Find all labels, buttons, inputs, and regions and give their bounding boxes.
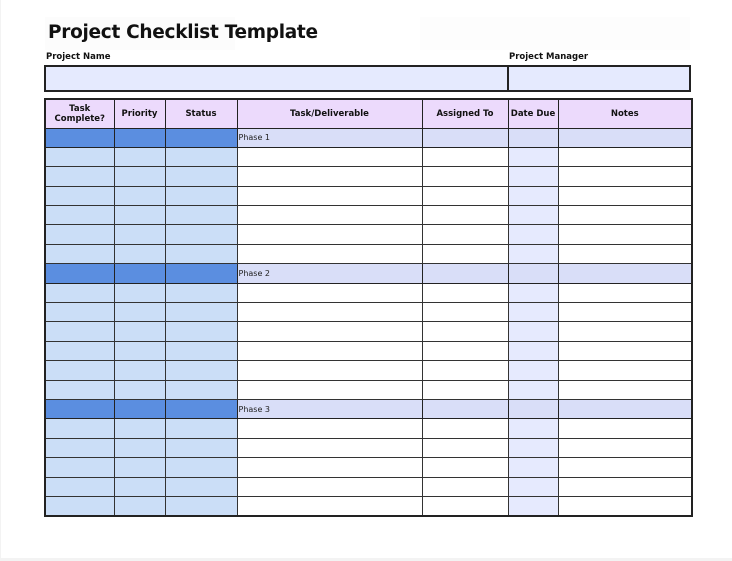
notes-cell[interactable] [558, 380, 692, 399]
assigned-to-cell[interactable] [422, 419, 508, 438]
date-due-cell[interactable] [508, 477, 558, 496]
status-cell[interactable] [165, 458, 237, 477]
notes-cell[interactable] [558, 458, 692, 477]
task-deliverable-cell[interactable] [237, 225, 422, 244]
status-cell[interactable] [165, 128, 237, 147]
table-row [45, 167, 692, 186]
table-row [45, 283, 692, 302]
task-deliverable-cell[interactable] [237, 244, 422, 263]
title-right-background [420, 17, 690, 50]
status-cell[interactable] [165, 438, 237, 457]
phase-row [45, 399, 692, 418]
table-row [45, 147, 692, 166]
date-due-cell[interactable] [508, 361, 558, 380]
task-deliverable-cell[interactable]: Phase 3 [237, 399, 422, 418]
status-cell[interactable] [165, 496, 237, 515]
date-due-cell[interactable] [508, 147, 558, 166]
date-due-cell[interactable] [508, 303, 558, 322]
task-deliverable-cell[interactable] [237, 361, 422, 380]
table-row [45, 341, 692, 360]
priority-cell[interactable] [114, 477, 165, 496]
assigned-to-cell[interactable] [422, 438, 508, 457]
assigned-to-cell[interactable] [422, 128, 508, 147]
date-due-cell[interactable] [508, 283, 558, 302]
priority-cell[interactable] [114, 264, 165, 283]
status-cell[interactable] [165, 206, 237, 225]
status-cell[interactable] [165, 399, 237, 418]
notes-cell[interactable] [558, 264, 692, 283]
project-name-field[interactable] [44, 65, 509, 92]
assigned-to-cell[interactable] [422, 283, 508, 302]
task-complete-cell[interactable] [45, 399, 114, 418]
task-complete-cell[interactable] [45, 206, 114, 225]
notes-cell[interactable] [558, 477, 692, 496]
table-row [45, 458, 692, 477]
header-status: Status [165, 99, 237, 128]
task-complete-cell[interactable] [45, 225, 114, 244]
status-cell[interactable] [165, 225, 237, 244]
status-cell[interactable] [165, 167, 237, 186]
date-due-cell[interactable] [508, 206, 558, 225]
notes-cell[interactable] [558, 225, 692, 244]
priority-cell[interactable] [114, 399, 165, 418]
assigned-to-cell[interactable] [422, 303, 508, 322]
priority-cell[interactable] [114, 361, 165, 380]
status-cell[interactable] [165, 380, 237, 399]
date-due-cell[interactable] [508, 128, 558, 147]
priority-cell[interactable] [114, 244, 165, 263]
phase-row [45, 264, 692, 283]
task-complete-cell[interactable] [45, 477, 114, 496]
status-cell[interactable] [165, 244, 237, 263]
assigned-to-cell[interactable] [422, 244, 508, 263]
table-row [45, 419, 692, 438]
date-due-cell[interactable] [508, 419, 558, 438]
date-due-cell[interactable] [508, 264, 558, 283]
assigned-to-cell[interactable] [422, 496, 508, 515]
table-row [45, 361, 692, 380]
header-date-due: Date Due [508, 99, 558, 128]
notes-cell[interactable] [558, 419, 692, 438]
assigned-to-cell[interactable] [422, 322, 508, 341]
assigned-to-cell[interactable] [422, 167, 508, 186]
table-row [45, 496, 692, 515]
task-complete-cell[interactable] [45, 128, 114, 147]
notes-cell[interactable] [558, 206, 692, 225]
notes-cell[interactable] [558, 496, 692, 515]
task-complete-cell[interactable] [45, 322, 114, 341]
notes-cell[interactable] [558, 128, 692, 147]
task-deliverable-cell[interactable] [237, 341, 422, 360]
notes-cell[interactable] [558, 167, 692, 186]
status-cell[interactable] [165, 303, 237, 322]
priority-cell[interactable] [114, 380, 165, 399]
priority-cell[interactable] [114, 322, 165, 341]
notes-cell[interactable] [558, 399, 692, 418]
task-complete-cell[interactable] [45, 458, 114, 477]
priority-cell[interactable] [114, 341, 165, 360]
task-complete-cell[interactable] [45, 361, 114, 380]
priority-cell[interactable] [114, 419, 165, 438]
assigned-to-cell[interactable] [422, 380, 508, 399]
priority-cell[interactable] [114, 496, 165, 515]
status-cell[interactable] [165, 264, 237, 283]
assigned-to-cell[interactable] [422, 206, 508, 225]
task-complete-cell[interactable] [45, 303, 114, 322]
notes-cell[interactable] [558, 244, 692, 263]
task-deliverable-cell[interactable] [237, 496, 422, 515]
notes-cell[interactable] [558, 341, 692, 360]
table-row [45, 438, 692, 457]
notes-cell[interactable] [558, 361, 692, 380]
task-deliverable-cell[interactable] [237, 322, 422, 341]
task-deliverable-cell[interactable] [237, 419, 422, 438]
date-due-cell[interactable] [508, 341, 558, 360]
assigned-to-cell[interactable] [422, 458, 508, 477]
notes-cell[interactable] [558, 322, 692, 341]
priority-cell[interactable] [114, 128, 165, 147]
task-complete-cell[interactable] [45, 380, 114, 399]
task-deliverable-cell[interactable]: Phase 1 [237, 128, 422, 147]
status-cell[interactable] [165, 322, 237, 341]
assigned-to-cell[interactable] [422, 147, 508, 166]
task-complete-cell[interactable] [45, 147, 114, 166]
task-complete-cell[interactable] [45, 341, 114, 360]
task-deliverable-cell[interactable] [237, 167, 422, 186]
task-deliverable-cell[interactable] [237, 303, 422, 322]
task-complete-cell[interactable] [45, 496, 114, 515]
table-row [45, 380, 692, 399]
date-due-cell[interactable] [508, 496, 558, 515]
assigned-to-cell[interactable] [422, 477, 508, 496]
date-due-cell[interactable] [508, 399, 558, 418]
task-complete-cell[interactable] [45, 264, 114, 283]
priority-cell[interactable] [114, 206, 165, 225]
notes-cell[interactable] [558, 186, 692, 205]
assigned-to-cell[interactable] [422, 264, 508, 283]
checklist-table [44, 98, 693, 517]
notes-cell[interactable] [558, 283, 692, 302]
header-task-complete: Task Complete? [45, 99, 114, 128]
task-deliverable-cell[interactable] [237, 206, 422, 225]
table-row [45, 303, 692, 322]
table-row [45, 206, 692, 225]
notes-cell[interactable] [558, 147, 692, 166]
priority-cell[interactable] [114, 186, 165, 205]
table-row [45, 322, 692, 341]
priority-cell[interactable] [114, 283, 165, 302]
notes-cell[interactable] [558, 303, 692, 322]
status-cell[interactable] [165, 361, 237, 380]
task-deliverable-cell[interactable] [237, 186, 422, 205]
task-complete-cell[interactable] [45, 167, 114, 186]
table-row [45, 244, 692, 263]
task-deliverable-cell[interactable] [237, 147, 422, 166]
table-row [45, 477, 692, 496]
task-complete-cell[interactable] [45, 438, 114, 457]
page-title: Project Checklist Template [48, 22, 318, 43]
status-cell[interactable] [165, 186, 237, 205]
date-due-cell[interactable] [508, 225, 558, 244]
project-manager-field[interactable] [507, 65, 691, 92]
task-complete-cell[interactable] [45, 283, 114, 302]
table-body [45, 128, 692, 516]
task-deliverable-cell[interactable]: Phase 2 [237, 264, 422, 283]
status-cell[interactable] [165, 283, 237, 302]
header-assigned-to: Assigned To [422, 99, 508, 128]
task-complete-cell[interactable] [45, 419, 114, 438]
header-task-deliverable: Task/Deliverable [237, 99, 422, 128]
priority-cell[interactable] [114, 438, 165, 457]
task-deliverable-cell[interactable] [237, 458, 422, 477]
task-complete-cell[interactable] [45, 244, 114, 263]
priority-cell[interactable] [114, 458, 165, 477]
project-manager-label: Project Manager [509, 52, 589, 62]
status-cell[interactable] [165, 341, 237, 360]
table-row [45, 186, 692, 205]
date-due-cell[interactable] [508, 438, 558, 457]
header-notes: Notes [558, 99, 692, 128]
assigned-to-cell[interactable] [422, 225, 508, 244]
table-header-row [45, 99, 692, 128]
project-name-label: Project Name [46, 52, 111, 62]
task-deliverable-cell[interactable] [237, 380, 422, 399]
date-due-cell[interactable] [508, 380, 558, 399]
priority-cell[interactable] [114, 167, 165, 186]
date-due-cell[interactable] [508, 186, 558, 205]
status-cell[interactable] [165, 147, 237, 166]
task-deliverable-cell[interactable] [237, 477, 422, 496]
phase-row [45, 128, 692, 147]
task-complete-cell[interactable] [45, 186, 114, 205]
table-row [45, 225, 692, 244]
header-priority: Priority [114, 99, 165, 128]
status-cell[interactable] [165, 419, 237, 438]
priority-cell[interactable] [114, 303, 165, 322]
date-due-cell[interactable] [508, 244, 558, 263]
assigned-to-cell[interactable] [422, 399, 508, 418]
status-cell[interactable] [165, 477, 237, 496]
assigned-to-cell[interactable] [422, 341, 508, 360]
date-due-cell[interactable] [508, 167, 558, 186]
priority-cell[interactable] [114, 147, 165, 166]
priority-cell[interactable] [114, 225, 165, 244]
task-deliverable-cell[interactable] [237, 438, 422, 457]
task-deliverable-cell[interactable] [237, 283, 422, 302]
assigned-to-cell[interactable] [422, 361, 508, 380]
notes-cell[interactable] [558, 438, 692, 457]
assigned-to-cell[interactable] [422, 186, 508, 205]
date-due-cell[interactable] [508, 458, 558, 477]
date-due-cell[interactable] [508, 322, 558, 341]
